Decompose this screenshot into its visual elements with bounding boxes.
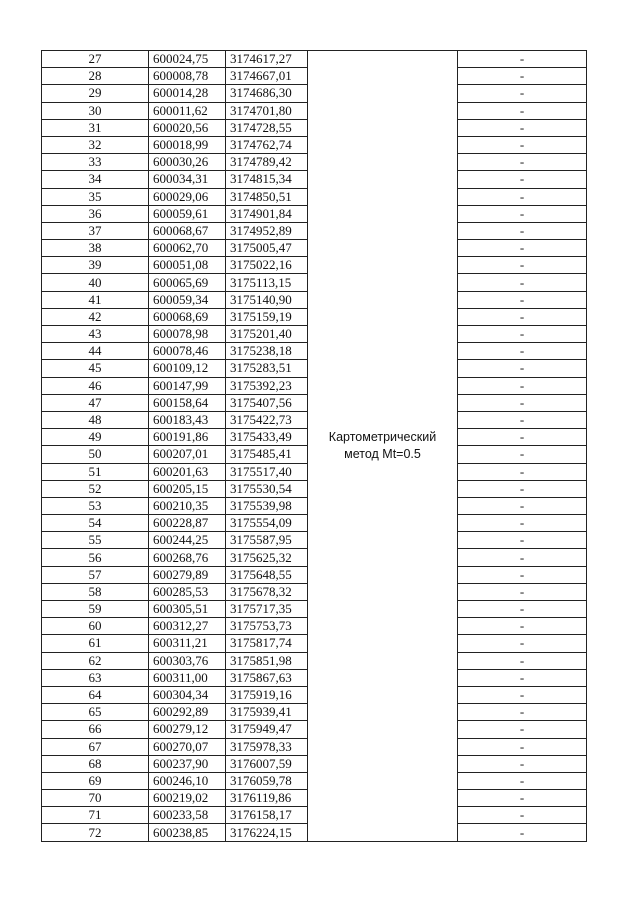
- y-coordinate-cell: 3175867,63: [226, 669, 308, 686]
- y-coordinate-cell: 3174686,30: [226, 85, 308, 102]
- x-coordinate-cell: 600304,34: [149, 686, 226, 703]
- point-number-cell: 49: [42, 429, 149, 446]
- y-coordinate-cell: 3174901,84: [226, 205, 308, 222]
- accuracy-cell: -: [458, 532, 587, 549]
- y-coordinate-cell: 3175005,47: [226, 240, 308, 257]
- accuracy-cell: -: [458, 154, 587, 171]
- y-coordinate-cell: 3175648,55: [226, 566, 308, 583]
- x-coordinate-cell: 600147,99: [149, 377, 226, 394]
- point-number-cell: 31: [42, 119, 149, 136]
- y-coordinate-cell: 3175753,73: [226, 618, 308, 635]
- y-coordinate-cell: 3174789,42: [226, 154, 308, 171]
- x-coordinate-cell: 600183,43: [149, 411, 226, 428]
- point-number-cell: 56: [42, 549, 149, 566]
- accuracy-cell: -: [458, 618, 587, 635]
- accuracy-cell: -: [458, 824, 587, 841]
- y-coordinate-cell: 3174701,80: [226, 102, 308, 119]
- y-coordinate-cell: 3174952,89: [226, 222, 308, 239]
- x-coordinate-cell: 600270,07: [149, 738, 226, 755]
- x-coordinate-cell: 600068,69: [149, 308, 226, 325]
- x-coordinate-cell: 600051,08: [149, 257, 226, 274]
- point-number-cell: 48: [42, 411, 149, 428]
- accuracy-cell: -: [458, 274, 587, 291]
- x-coordinate-cell: 600014,28: [149, 85, 226, 102]
- accuracy-cell: -: [458, 446, 587, 463]
- point-number-cell: 69: [42, 772, 149, 789]
- point-number-cell: 66: [42, 721, 149, 738]
- x-coordinate-cell: 600303,76: [149, 652, 226, 669]
- accuracy-cell: -: [458, 601, 587, 618]
- accuracy-cell: -: [458, 360, 587, 377]
- point-number-cell: 64: [42, 686, 149, 703]
- accuracy-cell: -: [458, 205, 587, 222]
- x-coordinate-cell: 600059,61: [149, 205, 226, 222]
- point-number-cell: 35: [42, 188, 149, 205]
- x-coordinate-cell: 600279,89: [149, 566, 226, 583]
- accuracy-cell: -: [458, 377, 587, 394]
- accuracy-cell: -: [458, 721, 587, 738]
- accuracy-cell: -: [458, 308, 587, 325]
- point-number-cell: 34: [42, 171, 149, 188]
- y-coordinate-cell: 3175949,47: [226, 721, 308, 738]
- y-coordinate-cell: 3175422,73: [226, 411, 308, 428]
- x-coordinate-cell: 600024,75: [149, 51, 226, 68]
- accuracy-cell: -: [458, 291, 587, 308]
- y-coordinate-cell: 3175407,56: [226, 394, 308, 411]
- y-coordinate-cell: 3175392,23: [226, 377, 308, 394]
- accuracy-cell: -: [458, 807, 587, 824]
- y-coordinate-cell: 3175433,49: [226, 429, 308, 446]
- x-coordinate-cell: 600078,98: [149, 326, 226, 343]
- x-coordinate-cell: 600030,26: [149, 154, 226, 171]
- point-number-cell: 42: [42, 308, 149, 325]
- accuracy-cell: -: [458, 222, 587, 239]
- point-number-cell: 50: [42, 446, 149, 463]
- accuracy-cell: -: [458, 635, 587, 652]
- x-coordinate-cell: 600311,21: [149, 635, 226, 652]
- y-coordinate-cell: 3176007,59: [226, 755, 308, 772]
- point-number-cell: 51: [42, 463, 149, 480]
- y-coordinate-cell: 3175587,95: [226, 532, 308, 549]
- accuracy-cell: -: [458, 394, 587, 411]
- accuracy-cell: -: [458, 686, 587, 703]
- point-number-cell: 43: [42, 326, 149, 343]
- accuracy-cell: -: [458, 463, 587, 480]
- point-number-cell: 39: [42, 257, 149, 274]
- x-coordinate-cell: 600034,31: [149, 171, 226, 188]
- x-coordinate-cell: 600219,02: [149, 790, 226, 807]
- y-coordinate-cell: 3175978,33: [226, 738, 308, 755]
- accuracy-cell: -: [458, 497, 587, 514]
- y-coordinate-cell: 3175919,16: [226, 686, 308, 703]
- y-coordinate-cell: 3176224,15: [226, 824, 308, 841]
- point-number-cell: 70: [42, 790, 149, 807]
- y-coordinate-cell: 3175113,15: [226, 274, 308, 291]
- accuracy-cell: -: [458, 68, 587, 85]
- point-number-cell: 68: [42, 755, 149, 772]
- y-coordinate-cell: 3175539,98: [226, 497, 308, 514]
- point-number-cell: 58: [42, 583, 149, 600]
- y-coordinate-cell: 3175717,35: [226, 601, 308, 618]
- x-coordinate-cell: 600109,12: [149, 360, 226, 377]
- point-number-cell: 36: [42, 205, 149, 222]
- accuracy-cell: -: [458, 188, 587, 205]
- point-number-cell: 44: [42, 343, 149, 360]
- point-number-cell: 65: [42, 704, 149, 721]
- point-number-cell: 30: [42, 102, 149, 119]
- x-coordinate-cell: 600228,87: [149, 515, 226, 532]
- y-coordinate-cell: 3175530,54: [226, 480, 308, 497]
- point-number-cell: 37: [42, 222, 149, 239]
- x-coordinate-cell: 600312,27: [149, 618, 226, 635]
- accuracy-cell: -: [458, 772, 587, 789]
- point-number-cell: 27: [42, 51, 149, 68]
- point-number-cell: 55: [42, 532, 149, 549]
- y-coordinate-cell: 3176059,78: [226, 772, 308, 789]
- accuracy-cell: -: [458, 566, 587, 583]
- x-coordinate-cell: 600062,70: [149, 240, 226, 257]
- point-number-cell: 52: [42, 480, 149, 497]
- point-number-cell: 29: [42, 85, 149, 102]
- x-coordinate-cell: 600158,64: [149, 394, 226, 411]
- x-coordinate-cell: 600305,51: [149, 601, 226, 618]
- accuracy-cell: -: [458, 240, 587, 257]
- point-number-cell: 53: [42, 497, 149, 514]
- x-coordinate-cell: 600078,46: [149, 343, 226, 360]
- point-number-cell: 60: [42, 618, 149, 635]
- accuracy-cell: -: [458, 738, 587, 755]
- x-coordinate-cell: 600068,67: [149, 222, 226, 239]
- y-coordinate-cell: 3175939,41: [226, 704, 308, 721]
- x-coordinate-cell: 600285,53: [149, 583, 226, 600]
- accuracy-cell: -: [458, 257, 587, 274]
- point-number-cell: 72: [42, 824, 149, 841]
- accuracy-cell: -: [458, 549, 587, 566]
- coordinates-table-body: [42, 51, 587, 842]
- y-coordinate-cell: 3174617,27: [226, 51, 308, 68]
- x-coordinate-cell: 600205,15: [149, 480, 226, 497]
- point-number-cell: 67: [42, 738, 149, 755]
- point-number-cell: 59: [42, 601, 149, 618]
- accuracy-cell: -: [458, 480, 587, 497]
- x-coordinate-cell: 600268,76: [149, 549, 226, 566]
- point-number-cell: 47: [42, 394, 149, 411]
- y-coordinate-cell: 3174850,51: [226, 188, 308, 205]
- point-number-cell: 46: [42, 377, 149, 394]
- point-number-cell: 38: [42, 240, 149, 257]
- x-coordinate-cell: 600018,99: [149, 136, 226, 153]
- point-number-cell: 71: [42, 807, 149, 824]
- x-coordinate-cell: 600011,62: [149, 102, 226, 119]
- y-coordinate-cell: 3175159,19: [226, 308, 308, 325]
- y-coordinate-cell: 3175851,98: [226, 652, 308, 669]
- accuracy-cell: -: [458, 102, 587, 119]
- accuracy-cell: -: [458, 343, 587, 360]
- accuracy-cell: -: [458, 515, 587, 532]
- accuracy-cell: -: [458, 326, 587, 343]
- y-coordinate-cell: 3175625,32: [226, 549, 308, 566]
- y-coordinate-cell: 3176158,17: [226, 807, 308, 824]
- y-coordinate-cell: 3175022,16: [226, 257, 308, 274]
- point-number-cell: 33: [42, 154, 149, 171]
- accuracy-cell: -: [458, 411, 587, 428]
- accuracy-cell: -: [458, 85, 587, 102]
- x-coordinate-cell: 600029,06: [149, 188, 226, 205]
- accuracy-cell: -: [458, 583, 587, 600]
- table-row: [42, 51, 587, 68]
- accuracy-cell: -: [458, 136, 587, 153]
- accuracy-cell: -: [458, 704, 587, 721]
- y-coordinate-cell: 3175517,40: [226, 463, 308, 480]
- y-coordinate-cell: 3175283,51: [226, 360, 308, 377]
- point-number-cell: 57: [42, 566, 149, 583]
- x-coordinate-cell: 600292,89: [149, 704, 226, 721]
- x-coordinate-cell: 600207,01: [149, 446, 226, 463]
- accuracy-cell: -: [458, 429, 587, 446]
- x-coordinate-cell: 600065,69: [149, 274, 226, 291]
- accuracy-cell: -: [458, 669, 587, 686]
- point-number-cell: 28: [42, 68, 149, 85]
- point-number-cell: 54: [42, 515, 149, 532]
- x-coordinate-cell: 600233,58: [149, 807, 226, 824]
- y-coordinate-cell: 3175201,40: [226, 326, 308, 343]
- y-coordinate-cell: 3175678,32: [226, 583, 308, 600]
- method-text-line-2: метод Mt=0.5: [344, 446, 421, 461]
- point-number-cell: 41: [42, 291, 149, 308]
- point-number-cell: 63: [42, 669, 149, 686]
- accuracy-cell: -: [458, 119, 587, 136]
- y-coordinate-cell: 3176119,86: [226, 790, 308, 807]
- x-coordinate-cell: 600008,78: [149, 68, 226, 85]
- x-coordinate-cell: 600059,34: [149, 291, 226, 308]
- accuracy-cell: -: [458, 790, 587, 807]
- point-number-cell: 40: [42, 274, 149, 291]
- method-text-line-1: Картометрический: [328, 429, 437, 444]
- x-coordinate-cell: 600311,00: [149, 669, 226, 686]
- y-coordinate-cell: 3175485,41: [226, 446, 308, 463]
- x-coordinate-cell: 600191,86: [149, 429, 226, 446]
- point-number-cell: 45: [42, 360, 149, 377]
- y-coordinate-cell: 3175817,74: [226, 635, 308, 652]
- accuracy-cell: -: [458, 171, 587, 188]
- point-number-cell: 62: [42, 652, 149, 669]
- x-coordinate-cell: 600237,90: [149, 755, 226, 772]
- y-coordinate-cell: 3174667,01: [226, 68, 308, 85]
- x-coordinate-cell: 600279,12: [149, 721, 226, 738]
- method-cell: [308, 51, 458, 842]
- y-coordinate-cell: 3175554,09: [226, 515, 308, 532]
- y-coordinate-cell: 3174728,55: [226, 119, 308, 136]
- x-coordinate-cell: 600210,35: [149, 497, 226, 514]
- point-number-cell: 61: [42, 635, 149, 652]
- accuracy-cell: -: [458, 652, 587, 669]
- coordinates-table: [41, 50, 587, 842]
- x-coordinate-cell: 600020,56: [149, 119, 226, 136]
- y-coordinate-cell: 3174762,74: [226, 136, 308, 153]
- y-coordinate-cell: 3174815,34: [226, 171, 308, 188]
- x-coordinate-cell: 600244,25: [149, 532, 226, 549]
- y-coordinate-cell: 3175238,18: [226, 343, 308, 360]
- x-coordinate-cell: 600246,10: [149, 772, 226, 789]
- x-coordinate-cell: 600201,63: [149, 463, 226, 480]
- accuracy-cell: -: [458, 51, 587, 68]
- accuracy-cell: -: [458, 755, 587, 772]
- y-coordinate-cell: 3175140,90: [226, 291, 308, 308]
- x-coordinate-cell: 600238,85: [149, 824, 226, 841]
- point-number-cell: 32: [42, 136, 149, 153]
